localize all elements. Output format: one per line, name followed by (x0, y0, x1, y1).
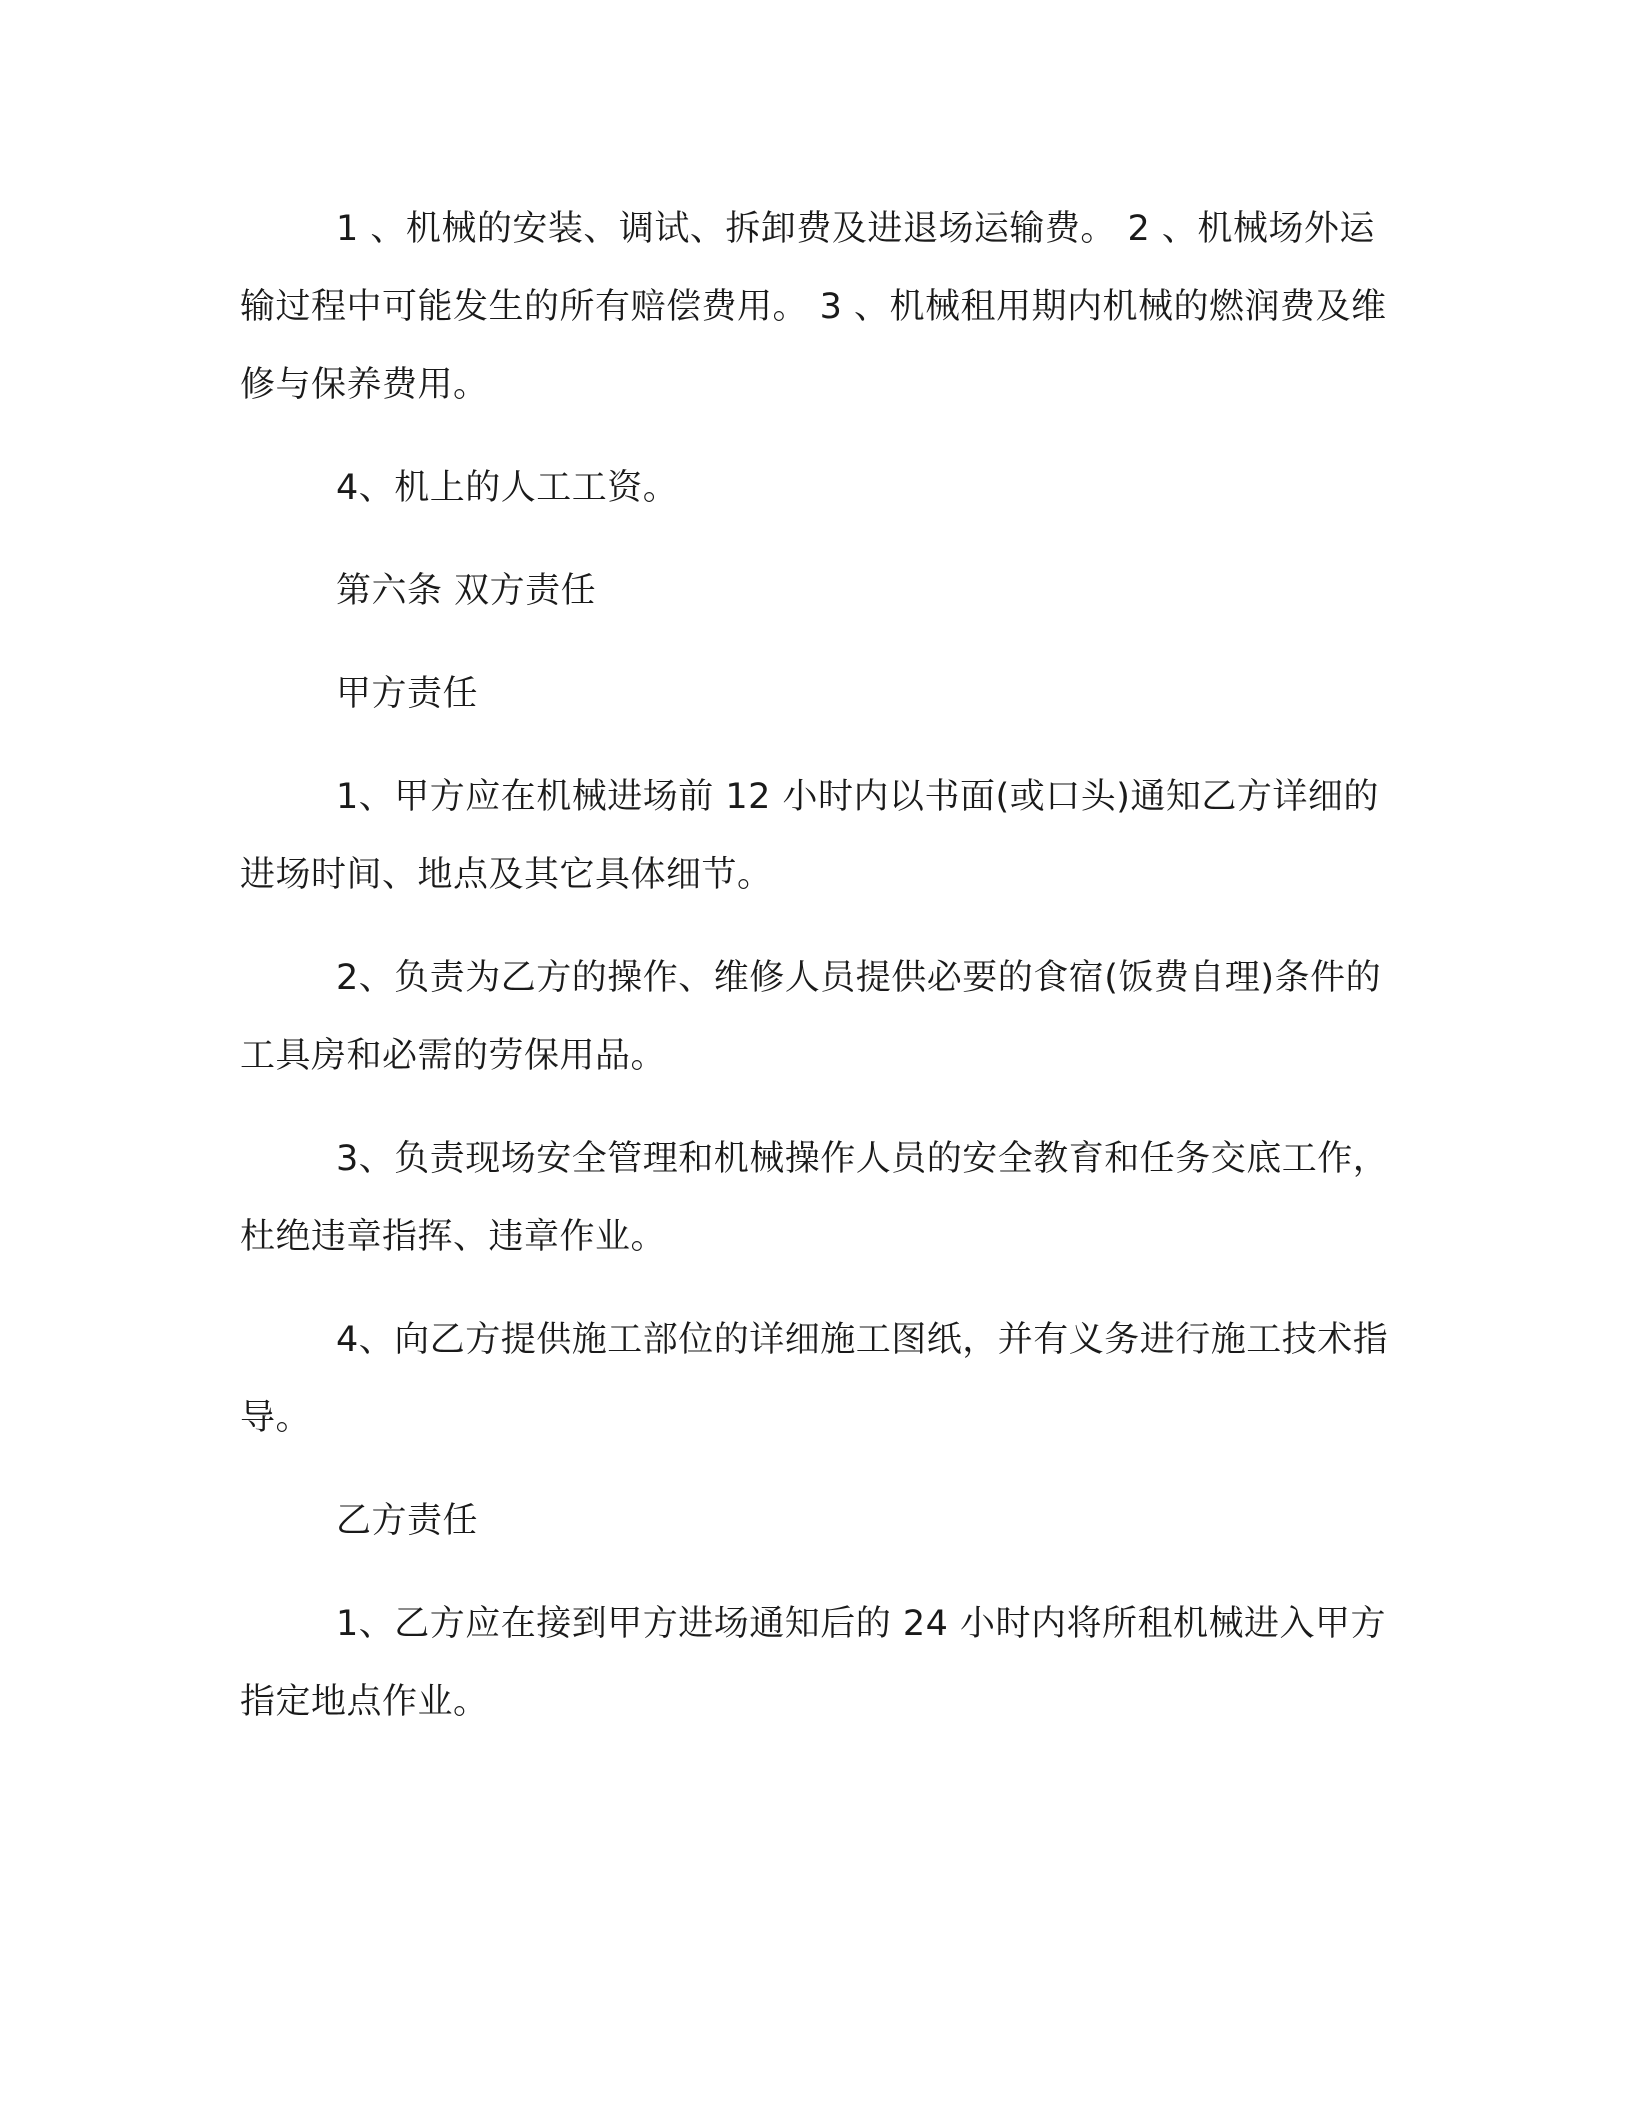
article-heading: 第六条 双方责任 (336, 571, 597, 611)
paragraph-cost-4: 4、机上的人工工资。 (336, 468, 679, 508)
party-b-item-1: 1、乙方应在接到甲方进场通知后的 24 小时内将所租机械进入甲方指定地点作业。 (240, 1604, 1387, 1722)
document-page (240, 190, 1390, 1766)
party-b-heading: 乙方责任 (336, 1501, 479, 1541)
party-a-heading: 甲方责任 (336, 674, 479, 714)
party-a-item-4: 4、向乙方提供施工部位的详细施工图纸，并有义务进行施工技术指导。 (240, 1320, 1389, 1438)
party-a-item-3: 3、负责现场安全管理和机械操作人员的安全教育和任务交底工作，杜绝违章指挥、违章作业。 (240, 1139, 1389, 1257)
paragraph-costs-1-3: 1 、机械的安装、调试、拆卸费及进退场运输费。 2 、机械场外运输过程中可能发生的所有赔偿费用。 3 、机械租用期内机械的燃润费及维修与保养费用。 (240, 209, 1387, 405)
party-a-item-1: 1、甲方应在机械进场前 12 小时内以书面(或口头)通知乙方详细的进场时间、地点及其它具体细节。 (240, 777, 1379, 895)
party-a-item-2: 2、负责为乙方的操作、维修人员提供必要的食宿(饭费自理)条件的工具房和必需的劳保用品。 (240, 958, 1382, 1076)
